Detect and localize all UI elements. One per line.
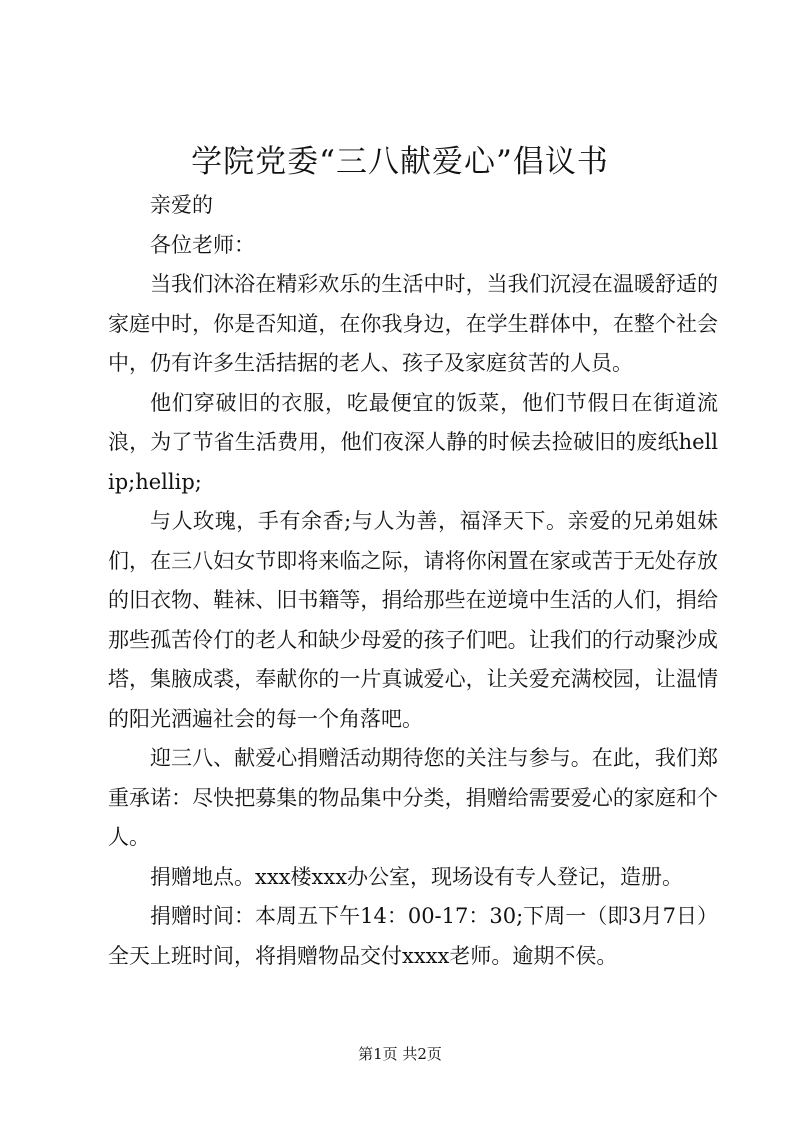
body-paragraph: 迎三八、献爱心捐赠活动期待您的关注与参与。在此，我们郑重承诺：尽快把募集的物品集中分类，捐赠给需要爱心的家庭和个人。 (108, 746, 718, 849)
donation-location: 捐赠地点。xxx楼xxx办公室，现场设有专人登记，造册。 (150, 864, 684, 889)
document-body (108, 186, 718, 976)
document-title: 学院党委“三八献爱心”倡议书 (191, 144, 609, 180)
body-paragraph: 当我们沐浴在精彩欢乐的生活中时，当我们沉浸在温暖舒适的家庭中时，你是否知道，在你我身边，在学生群体中，在整个社会中，仍有许多生活拮据的老人、孩子及家庭贫苦的人员。 (108, 272, 718, 375)
donation-time: 捐赠时间：本周五下午14：00-17：30;下周一（即3月7日）全天上班时间，将捐赠物品交付xxxx老师。逾期不侯。 (108, 904, 718, 968)
body-paragraph: 与人玫瑰，手有余香;与人为善，福泽天下。亲爱的兄弟姐妹们，在三八妇女节即将来临之际，请将你闲置在家或苦于无处存放的旧衣物、鞋袜、旧书籍等，捐给那些在逆境中生活的人们，捐给那些孤苦伶仃的老人和缺少母爱的孩子们吧。让我们的行动聚沙成塔，集腋成裘，奉献你的一片真诚爱心，让关爱充满校园，让温情的阳光洒遍社会的每一个角落吧。 (108, 509, 718, 731)
salutation-line-1: 亲爱的 (150, 193, 213, 217)
salutation-line-2: 各位老师： (150, 232, 255, 257)
body-paragraph: 他们穿破旧的衣服，吃最便宜的饭菜，他们节假日在街道流浪，为了节省生活费用，他们夜深人静的时候去捡破旧的废纸hellip;hellip; (108, 390, 718, 494)
page-footer: 第1页 共2页 (358, 1045, 442, 1063)
